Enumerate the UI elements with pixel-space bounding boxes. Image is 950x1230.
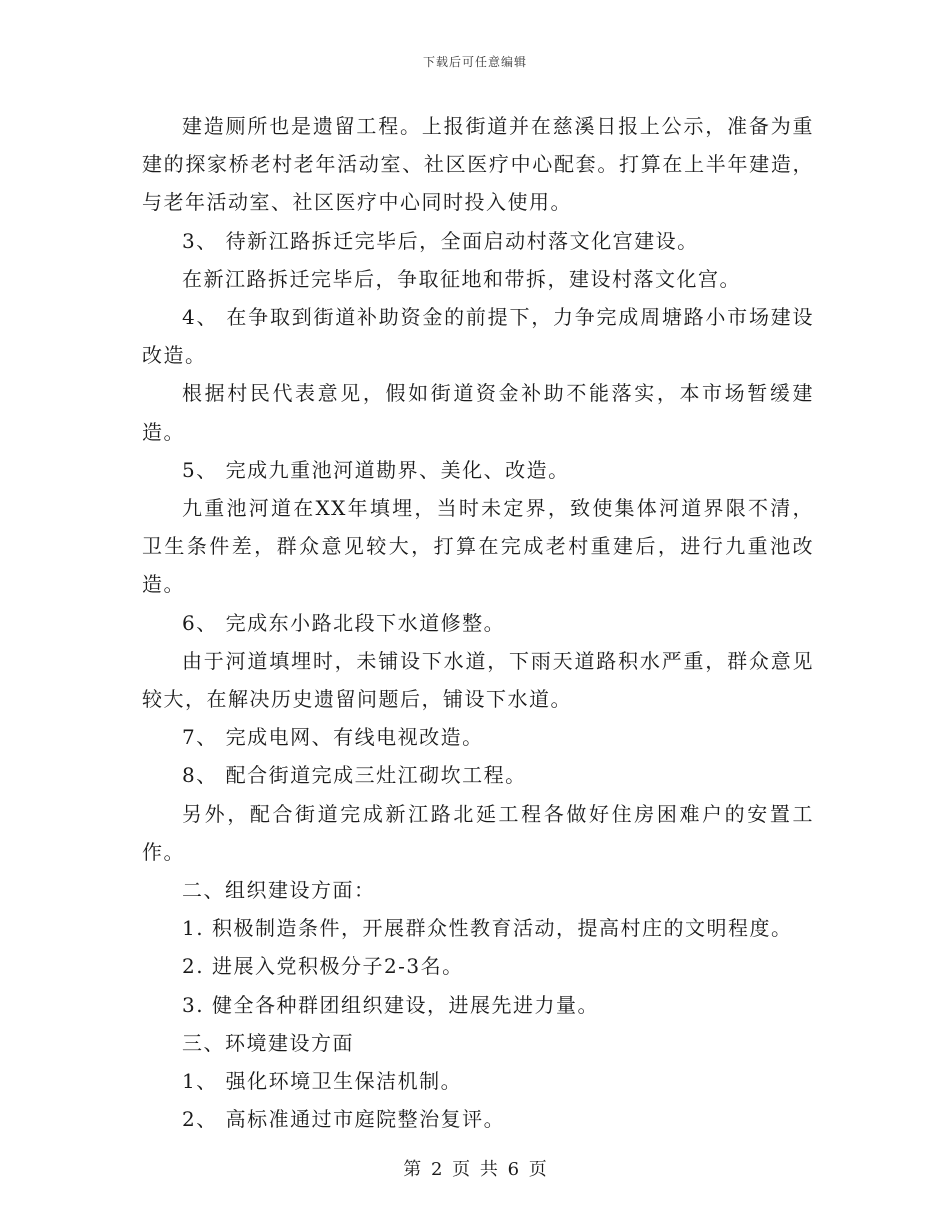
paragraph: 在新江路拆迁完毕后，争取征地和带拆，建设村落文化宫。	[182, 266, 741, 291]
paragraph: 7、 完成电网、有线电视改造。	[182, 725, 484, 750]
section-heading: 二、组织建设方面：	[182, 878, 376, 903]
paragraph: 3. 健全各种群团组织建设，进展先进力量。	[182, 992, 599, 1017]
paragraph: 4、 在争取到街道补助资金的前提下，力争完成周塘路小市场建设改造。	[142, 305, 814, 368]
paragraph: 3、 待新江路拆迁完毕后，全面启动村落文化宫建设。	[182, 228, 699, 253]
paragraph: 6、 完成东小路北段下水道修整。	[182, 610, 506, 635]
paragraph: 2. 进展入党积极分子2-3名。	[182, 954, 464, 979]
section-heading: 三、环境建设方面	[182, 1030, 354, 1055]
paragraph: 建造厕所也是遗留工程。上报街道并在慈溪日报上公示，准备为重建的探家桥老村老年活动室、社区医疗中心配套。打算在上半年建造，与老年活动室、社区医疗中心同时投入使用。	[142, 114, 814, 215]
paragraph: 1、 强化环境卫生保洁机制。	[182, 1069, 463, 1094]
paragraph: 1. 积极制造条件，开展群众性教育活动，提高村庄的文明程度。	[182, 916, 793, 941]
paragraph: 2、 高标准通过市庭院整治复评。	[182, 1107, 506, 1132]
paragraph: 由于河道填埋时，未铺设下水道，下雨天道路积水严重，群众意见较大，在解决历史遗留问题后，铺设下水道。	[142, 648, 814, 712]
paragraph: 8、 配合街道完成三灶江砌坎工程。	[182, 763, 527, 788]
paragraph: 根据村民代表意见，假如街道资金补助不能落实，本市场暂缓建造。	[142, 381, 814, 444]
page-header: 下载后可任意编辑	[422, 55, 527, 69]
paragraph: 九重池河道在XX年填埋，当时未定界，致使集体河道界限不清，卫生条件差，群众意见较大，打算在完成老村重建后，进行九重池改造。	[142, 496, 814, 597]
paragraph: 另外，配合街道完成新江路北延工程各做好住房困难户的安置工作。	[142, 801, 814, 864]
document-body	[142, 107, 814, 1138]
page-number: 第 2 页 共 6 页	[403, 1159, 547, 1180]
paragraph: 5、 完成九重池河道勘界、美化、改造。	[182, 457, 570, 482]
